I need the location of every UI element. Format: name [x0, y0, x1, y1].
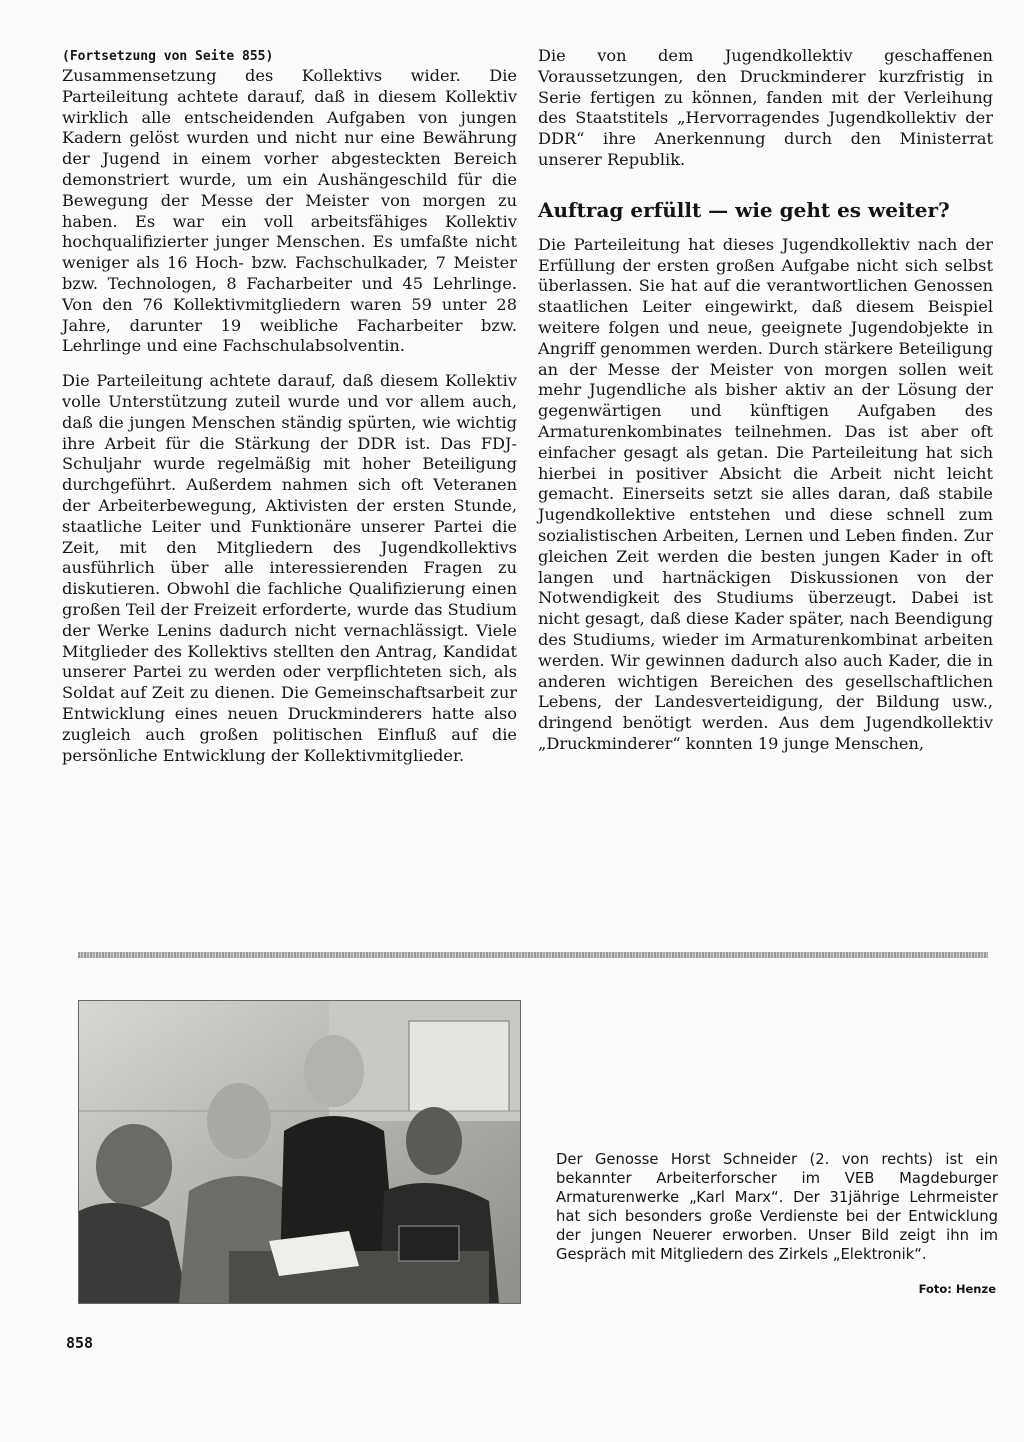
right-intro-paragraph: Die von dem Jugendkollektiv geschaffenen Voraussetzungen, den Druckminderer kurzfristig in Serie fertigen zu können, fanden mit der Verleihung des Staatstitels „Hervorragendes Jugendkollektiv der DDR“ ihre Anerkennung durch den Ministerrat unserer Republik.	[538, 46, 993, 169]
left-paragraph-2: Die Parteileitung achtete darauf, daß diesem Kollektiv volle Unterstützung zuteil wurde und vor allem auch, daß die jungen Menschen ständig spürten, wie wichtig ihre Arbeit für die Stärkung der DDR ist. Das FDJ-Schuljahr wurde regelmäßig mit hoher Beteiligung durchgeführt. Außerdem nahmen sich oft Veteranen der Arbeiterbewegung, Aktivisten der ersten Stunde, staatliche Leiter und Funktionäre unserer Partei die Zeit, mit den Mitgliedern des Jugendkollektivs ausführlich über alle interessierenden Fragen zu diskutieren. Obwohl die fachliche Qualifizierung einen großen Teil der Freizeit erforderte, wurde das Studium der Werke Lenins dadurch nicht vernachlässigt. Viele Mitglieder des Kollektivs stellten den Antrag, Kandidat unserer Partei zu werden oder verpflichteten sich, als Soldat auf Zeit zu dienen. Die Gemeinschaftsarbeit zur Entwicklung eines neuen Druckminderers hatte also zugleich auch großen politischen Einfluß auf die persönliche Entwicklung der Kollektivmitglieder.	[62, 371, 517, 765]
news-photo	[78, 1000, 521, 1304]
photo-credit: Foto: Henze	[918, 1282, 996, 1296]
left-column	[62, 48, 517, 780]
continuation-note: (Fortsetzung von Seite 855)	[62, 49, 274, 64]
left-paragraph-1: Zusammensetzung des Kollektivs wider. Die Parteileitung achtete darauf, daß in diesem Kollektiv wirklich alle entscheidenden Aufgaben von jungen Kadern gelöst wurden und nicht nur eine Bewährung der Jugend in einem vorher abgesteckten Bereich demonstriert wurde, um ein Aushängeschild für die Bewegung der Messe der Meister von morgen zu haben. Es war ein voll arbeitsfähiges Kollektiv hochqualifizierter junger Menschen. Es umfaßte nicht weniger als 16 Hoch- bzw. Fachschulkader, 7 Meister bzw. Technologen, 8 Facharbeiter und 45 Lehrlinge. Von den 76 Kollektivmitgliedern waren 59 unter 28 Jahre, darunter 19 weibliche Facharbeiter bzw. Lehrlinge und eine Fachschulabsolventin.	[62, 66, 517, 356]
photo-illustration	[79, 1001, 520, 1303]
right-body-paragraph: Die Parteileitung hat dieses Jugendkollektiv nach der Erfüllung der ersten großen Aufgabe nicht sich selbst überlassen. Sie hat auf die verantwortlichen Genossen staatlichen Leiter eingewirkt, daß diesem Beispiel weitere folgen und neue, geeignete Jugendobjekte in Angriff genommen werden. Durch stärkere Beteiligung an der Messe der Meister von morgen sollen weit mehr Jugendliche als bisher aktiv an der Lösung der gegenwärtigen und künftigen Aufgaben des Armaturenkombinates teilnehmen. Das ist aber oft einfacher gesagt als getan. Die Parteileitung hat sich hierbei in positiver Absicht die Arbeit nicht leicht gemacht. Einerseits setzt sie alles daran, daß stabile Jugendkollektive entstehen und diese schnell zum sozialistischen Arbeiten, Lernen und Leben finden. Zur gleichen Zeit werden die besten jungen Kader in oft langen und hartnäckigen Diskussionen von der Notwendigkeit des Studiums überzeugt. Dabei ist nicht gesagt, daß diese Kader später, nach Beendigung des Studiums, wieder im Armaturenkombinat arbeiten werden. Wir gewinnen dadurch also auch Kader, die in anderen wichtigen Bereichen des gesellschaftlichen Lebens, der Landesverteidigung, der Bildung usw., dringend benötigt werden. Aus dem Jugendkollektiv „Druckminderer“ konnten 19 junge Menschen,	[538, 234, 993, 753]
section-heading: Auftrag erfüllt — wie geht es weiter?	[538, 197, 950, 222]
section-divider	[78, 952, 988, 958]
page-number: 858	[66, 1334, 94, 1352]
photo-caption: Der Genosse Horst Schneider (2. von rechts) ist ein bekannter Arbeiterforscher im VEB Magdeburger Armaturenwerke „Karl Marx“. Der 31jährige Lehrmeister hat sich besonders große Verdienste bei der Entwicklung der jungen Neuerer erworben. Unser Bild zeigt ihn im Gespräch mit Mitgliedern des Zirkels „Elektronik“.	[556, 1151, 998, 1263]
right-column	[538, 46, 993, 769]
